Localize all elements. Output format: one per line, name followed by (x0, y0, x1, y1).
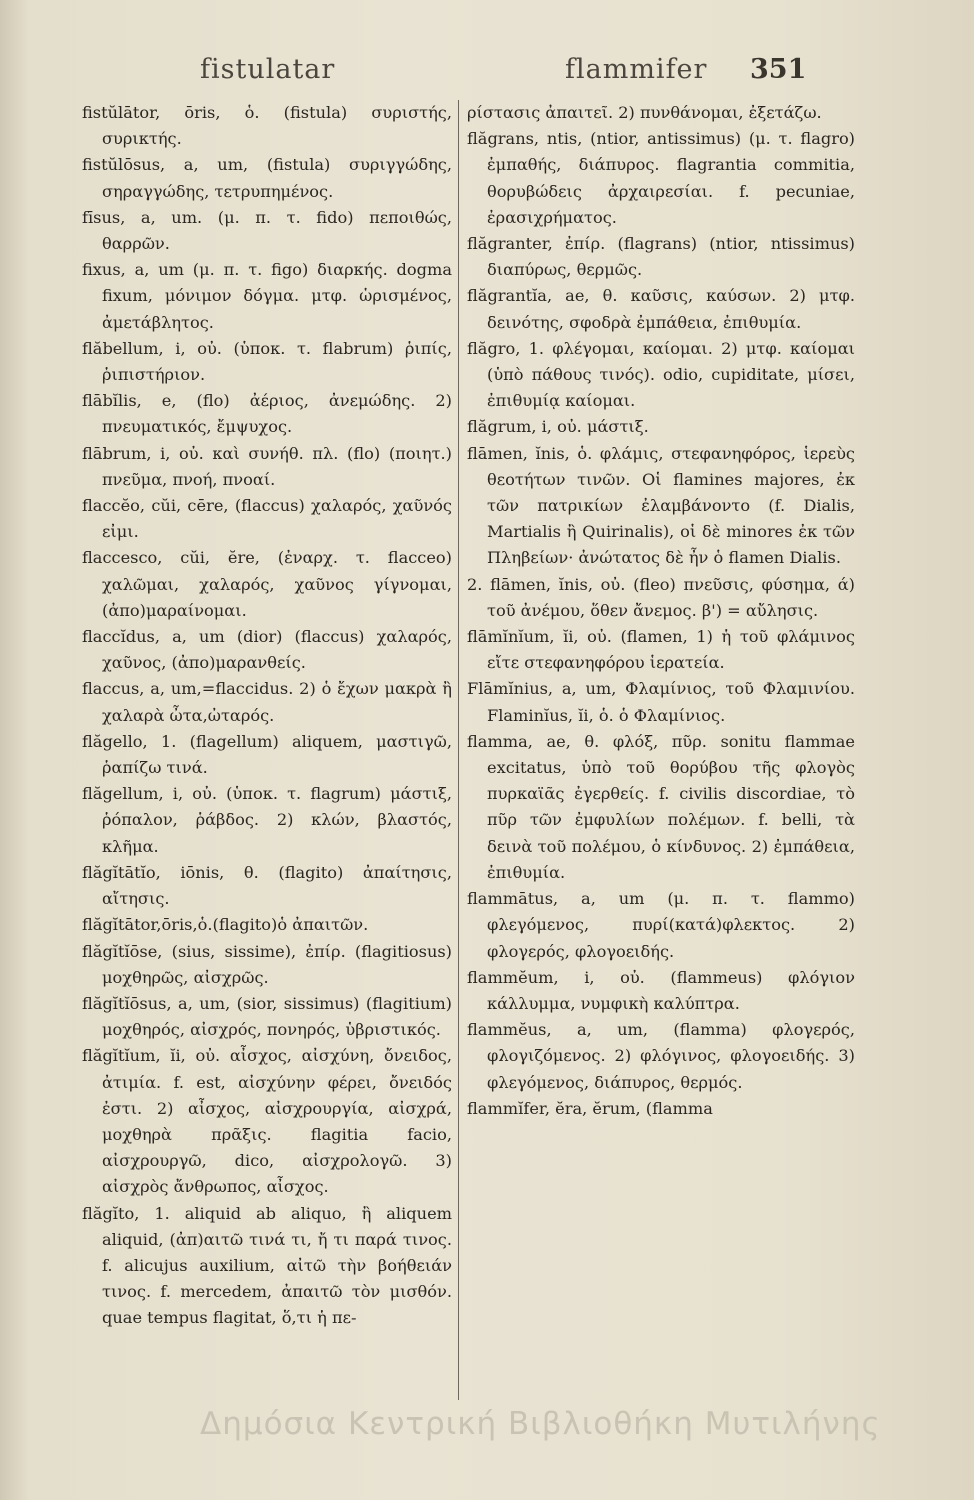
dictionary-entry: flăgellum, i, οὐ. (ὑποκ. τ. flagrum) μάστιξ, ῥόπαλον, ῥάβδος. 2) κλών, βλαστός, κλῆμα. (82, 784, 452, 856)
dictionary-entry: flăgĭtātor,ōris,ὁ.(flagito)ὁ ἀπαιτῶν. (82, 915, 369, 935)
dictionary-entry: fixus, a, um (μ. π. τ. figo) διαρκής. dogma fixum, μόνιμον δόγμα. μτφ. ὡρισμένος, ἀμετάβλητος. (82, 260, 452, 332)
header-right-guide-word: flammifer (565, 54, 708, 85)
dictionary-entry: flăgranter, ἐπίρ. (flagrans) (ntior, ntissimus) διαπύρως, θερμῶς. (467, 234, 855, 280)
running-header (60, 50, 954, 100)
dictionary-entry: flăgĭtĭum, ĭi, οὐ. αἶσχος, αἰσχύνη, ὄνειδος, ἀτιμία. f. est, αἰσχύνην φέρει, ὄνειδός ἐστι. 2) αἶσχος, αἰσχρουργία, αἰσχρά, μοχθηρὰ πρᾶξις. flagitia facio, αἰσχρουργῶ, dico, αἰσχρολογῶ. 3) αἰσχρὸς ἄνθρωπος, αἶσχος. (82, 1046, 452, 1197)
dictionary-entry-continuation: ρίστασις ἀπαιτεῖ. 2) πυνθάνομαι, ἐξετάζω. (467, 103, 822, 122)
dictionary-entry: flăgrum, i, οὐ. μάστιξ. (467, 417, 649, 437)
dictionary-entry: flăgĭtātĭo, iōnis, θ. (flagito) ἀπαίτησις, αἴτησις. (82, 862, 452, 909)
dictionary-entry: flaccus, a, um,=flaccidus. 2) ὁ ἔχων μακρὰ ἢ χαλαρὰ ὦτα,ὠταρός. (82, 679, 452, 725)
library-watermark: Δημόσια Κεντρική Βιβλιοθήκη Μυτιλήνης (200, 1406, 881, 1442)
dictionary-entry: flăgĭtĭōsus, a, um, (sior, sissimus) (flagitium) μοχθηρός, αἰσχρός, πονηρός, ὑβριστικός. (82, 993, 452, 1040)
dictionary-entry: 2. flāmen, ĭnis, οὐ. (fleo) πνεῦσις, φύσημα, ά) τοῦ ἀνέμου, ὅθεν ἄνεμος. β') = αὔλησις. (467, 574, 855, 620)
dictionary-entry: fīsus, a, um. (μ. π. τ. fido) πεποιθώς, θαρρῶν. (82, 207, 452, 254)
header-left-guide-word: fistulatar (200, 54, 336, 85)
dictionary-entry: flăgrantĭa, ae, θ. καῦσις, καύσων. 2) μτφ. δεινότης, σφοδρὰ ἐμπάθεια, ἐπιθυμία. (467, 286, 855, 332)
dictionary-entry: flăgĭto, 1. aliquid ab aliquo, ἢ aliquem aliquid, (ἀπ)αιτῶ τινά τι, ἤ τι παρά τινος. f. alicujus auxilium, αἰτῶ τὴν βοήθειάν τινος. f. mercedem, ἀπαιτῶ τὸν μισθόν. quae tempus flagitat, ὅ,τι ἡ πε- (82, 1203, 452, 1328)
dictionary-entry: flammĭfer, ĕra, ĕrum, (flamma (467, 1098, 713, 1118)
dictionary-entry: flābrum, i, οὐ. καὶ συνήθ. πλ. (flo) (ποιητ.) πνεῦμα, πνοή, πνοαί. (82, 443, 452, 489)
dictionary-entry: flaccĕo, cŭi, cēre, (flaccus) χαλαρός, χαῦνός εἰμι. (82, 496, 452, 542)
right-column (467, 100, 855, 1122)
dictionary-entry: flaccĭdus, a, um (dior) (flaccus) χαλαρός, χαῦνος, (ἀπο)μαρανθείς. (82, 627, 452, 673)
dictionary-entry: flăgrans, ntis, (ntior, antissimus) (μ. τ. flagro) ἐμπαθής, διάπυρος. flagrantia commitia, θορυβώδεις ἀρχαιρεσίαι. f. pecuniae, ἐρασιχρήματος. (467, 129, 855, 227)
column-divider (458, 100, 459, 1400)
dictionary-entry: flăbellum, i, οὐ. (ὑποκ. τ. flabrum) ῥιπίς, ῥιπιστήριον. (82, 338, 452, 385)
dictionary-entry: fistŭlōsus, a, um, (fistula) συριγγώδης, σηραγγώδης, τετρυπημένος. (82, 155, 452, 201)
dictionary-entry: fistŭlātor, ōris, ὁ. (fistula) συριστής, συρικτής. (82, 103, 452, 149)
dictionary-entry: flammātus, a, um (μ. π. τ. flammo) φλεγόμενος, πυρί(κατά)φλεκτος. 2) φλογερός, φλογοειδής. (467, 889, 855, 961)
dictionary-entry: flammĕus, a, um, (flamma) φλογερός, φλογιζόμενος. 2) φλόγινος, φλογοειδής. 3) φλεγόμενος, διάπυρος, θερμός. (467, 1020, 855, 1092)
dictionary-entry: flābĭlis, e, (flo) ἀέριος, ἀνεμώδης. 2) πνευματικός, ἔμψυχος. (82, 391, 452, 437)
dictionary-entry: flāmĭnĭum, ĭi, οὐ. (flamen, 1) ἡ τοῦ φλάμινος εἴτε στεφανηφόρου ἱερατεία. (467, 627, 855, 673)
dictionary-entry: flăgro, 1. φλέγομαι, καίομαι. 2) μτφ. καίομαι (ὑπὸ πάθους τινός). odio, cupiditate, μίσει, ἐπιθυμίᾳ καίομαι. (467, 338, 855, 411)
dictionary-entry: flăgĭtĭōse, (sius, sissime), ἐπίρ. (flagitiosus) μοχθηρῶς, αἰσχρῶς. (82, 941, 452, 987)
left-column (82, 100, 452, 1332)
dictionary-entry: flaccesco, cŭi, ĕre, (ἐναρχ. τ. flacceo) χαλῶμαι, χαλαρός, χαῦνος γίγνομαι, (ἀπο)μαραίνομαι. (82, 548, 452, 620)
dictionary-entry: flammĕum, i, οὐ. (flammeus) φλόγιον κάλλυμμα, νυμφικὴ καλύπτρα. (467, 967, 855, 1013)
page-number: 351 (750, 54, 807, 85)
dictionary-entry: flăgello, 1. (flagellum) aliquem, μαστιγῶ, ῥαπίζω τινά. (82, 731, 452, 778)
dictionary-entry: Flāmĭnius, a, um, Φλαμίνιος, τοῦ Φλαμινίου. Flaminĭus, ĭi, ὁ. ὁ Φλαμίνιος. (467, 679, 855, 725)
dictionary-entry: flamma, ae, θ. φλόξ, πῦρ. sonitu flammae excitatus, ὑπὸ τοῦ θορύβου τῆς φλογὸς πυρκαϊᾶς ἐγερθείς. f. civilis discordiae, τὸ πῦρ τῶν ἐμφυλίων πολέμων. f. belli, τὰ δεινὰ τοῦ πολέμου, ὁ κίνδυνος. 2) ἐμπάθεια, ἐπιθυμία. (467, 731, 855, 882)
dictionary-entry: flāmen, ĭnis, ὁ. φλάμις, στεφανηφόρος, ἱερεὺς θεοτήτων τινῶν. Οἱ flamines majores, ἐκ τῶν πατρικίων ἐλαμβάνοντο (f. Dialis, Martialis ἢ Quirinalis), οἱ δὲ minores ἐκ τῶν Πληβείων· ἀνώτατος δὲ ἦν ὁ flamen Dialis. (467, 443, 855, 568)
